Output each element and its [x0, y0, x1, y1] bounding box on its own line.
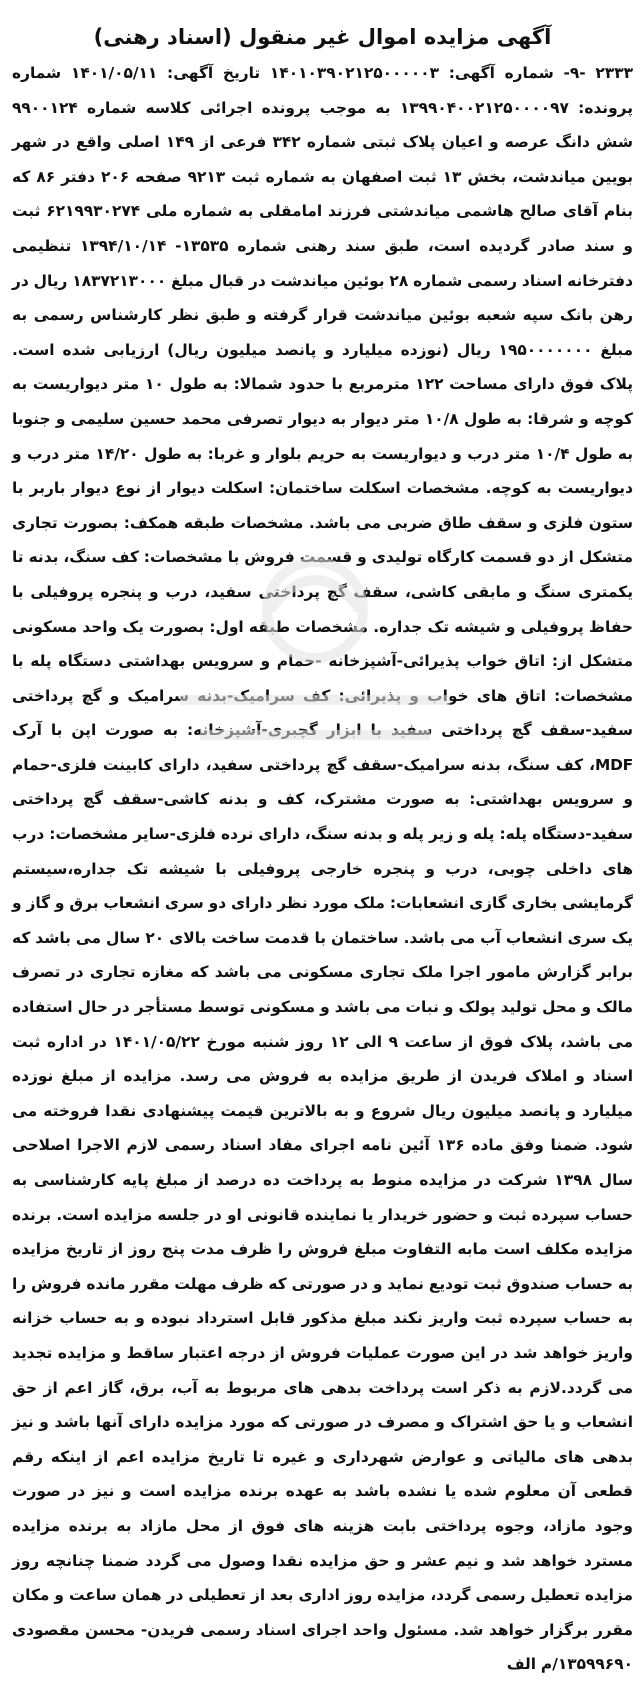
notice-body — [12, 56, 633, 1682]
notice-body-paragraph: ۲۳۳۳ -۹- شماره آگهی: ۱۴۰۱۰۳۹۰۲۱۲۵۰۰۰۰۰۳ تاریخ آگهی: ۱۴۰۱/۰۵/۱۱ شماره پرونده: ۱۳۹۹۰۴۰۰۲۱۲۵۰۰۰۰۹۷ به موجب پرونده اجرائی کلاسه شماره ۹۹۰۰۱۲۴ شش دانگ عرصه و اعیان پلاک ثبتی شماره ۳۴۲ فرعی از ۱۴۹ اصلی واقع در شهر بویین میاندشت، بخش ۱۳ ثبت اصفهان به شماره ثبت ۹۲۱۳ صفحه ۲۰۶ دفتر ۸۶ که بنام آقای صالح هاشمی میاندشتی فرزند امامقلی به شماره ملی ۶۲۱۹۹۳۰۲۷۴ ثبت و سند صادر گردیده است، طبق سند رهنی شماره ۱۳۵۳۵- ۱۳۹۴/۱۰/۱۴ تنظیمی دفترخانه اسناد رسمی شماره ۲۸ بوئین میاندشت در قبال مبلغ ۱۸۳۷۲۱۳۰۰۰ ریال در رهن بانک سپه شعبه بوئین میاندشت قرار گرفته و طبق نظر کارشناس رسمی به مبلغ ۱۹۵۰۰۰۰۰۰۰ ریال (نوزده میلیارد و پانصد میلیون ریال) ارزیابی شده است. پلاک فوق دارای مساحت ۱۲۲ مترمربع با حدود شمالا: به طول ۱۰ متر دیواریست به کوچه و شرقا: به طول ۱۰/۸ متر دیوار به دیوار تصرفی محمد حسین سلیمی و جنوبا به طول ۱۰/۴ متر درب و دیواریست به حریم بلوار و غربا: به طول ۱۴/۲۰ متر درب و دیواریست به کوچه. مشخصات اسکلت ساختمان: اسکلت دیوار از نوع دیوار باربر با ستون فلزی و سقف طاق ضربی می باشد. مشخصات طبقه همکف: بصورت تجاری متشکل از دو قسمت کارگاه تولیدی و قسمت فروش با مشخصات: کف سنگ، بدنه تا یکمتری سنگ و مابقی کاشی، سقف گچ پرداختی سفید، درب و پنجره پروفیلی با حفاظ پروفیلی و شیشه تک جداره. مشخصات طبقه اول: بصورت یک واحد مسکونی متشکل از: اتاق خواب پذیرائی-آشپزخانه -حمام و سرویس بهداشتی دستگاه پله با مشخصات: اتاق های خواب و پذیرائی: کف سرامیک-بدنه سرامیک و گچ پرداختی سفید-سقف گچ پرداختی سفید با ابزار گچبری-آشپزخانه: به صورت اپن با آرک MDF، کف سنگ، بدنه سرامیک-سقف گچ پرداختی سفید، دارای کابینت فلزی-حمام و سرویس بهداشتی: به صورت مشترک، کف و بدنه کاشی-سقف گچ پرداختی سفید-دستگاه پله: پله و زیر پله و بدنه سنگ، دارای نرده فلزی-سایر مشخصات: درب های داخلی چوبی، درب و پنجره خارجی پروفیلی با شیشه تک جداره،سیستم گرمایشی بخاری گازی انشعابات: ملک مورد نظر دارای دو سری انشعاب برق و گاز و یک سری انشعاب آب می باشد. ساختمان با قدمت ساخت بالای ۲۰ سال می باشد که برابر گزارش مامور اجرا ملک تجاری مسکونی می باشد که مغازه تجاری در تصرف مالک و محل تولید پولک و نبات می باشد و مسکونی توسط مستأجر در حال استفاده می باشد، پلاک فوق از ساعت ۹ الی ۱۲ روز شنبه مورخ ۱۴۰۱/۰۵/۲۲ در اداره ثبت اسناد و املاک فریدن از طریق مزایده به فروش می رسد. مزایده از مبلغ نوزده میلیارد و پانصد میلیون ریال شروع و به بالاترین قیمت پیشنهادی نقدا فروخته می شود. ضمنا وفق ماده ۱۳۶ آئین نامه اجرای مفاد اسناد رسمی لازم الاجرا اصلاحی سال ۱۳۹۸ شرکت در مزایده منوط به پرداخت ده درصد از مبلغ پایه کارشناسی به حساب سپرده ثبت و حضور خریدار یا نماینده قانونی او در جلسه مزایده است. برنده مزایده مکلف است مابه التفاوت مبلغ فروش را ظرف مدت پنج روز از تاریخ مزایده به حساب صندوق ثبت تودیع نماید و در صورتی که ظرف مهلت مقرر مانده فروش را به حساب سپرده ثبت واریز نکند مبلغ مذکور قابل استرداد نبوده و به حساب خزانه واریز خواهد شد در این صورت عملیات فروش از درجه اعتبار ساقط و مزایده تجدید می گردد.لازم به ذکر است پرداخت بدهی های مربوط به آب، برق، گاز اعم از حق انشعاب و یا حق اشتراک و مصرف در صورتی که مورد مزایده دارای آنها باشد و نیز بدهی های مالیاتی و عوارض شهرداری و غیره تا تاریخ مزایده اعم از اینکه رقم قطعی آن معلوم شده یا نشده باشد به عهده برنده مزایده است و نیز در صورت وجود مازاد، وجوه پرداختی بابت هزینه های فوق از محل مازاد به برنده مزایده مسترد خواهد شد و نیم عشر و حق مزایده نقدا وصول می گردد ضمنا چنانچه روز مزایده تعطیل رسمی گردد، مزایده روز اداری بعد از تعطیلی در همان ساعت و مکان مقرر برگزار خواهد شد. مسئول واحد اجرای اسناد رسمی فریدن- محسن مقصودی ۱۳۵۹۹۶۹۰/م الف — [12, 64, 634, 1674]
notice-title: آگهی مزایده اموال غیر منقول (اسناد رهنی) — [93, 25, 552, 49]
